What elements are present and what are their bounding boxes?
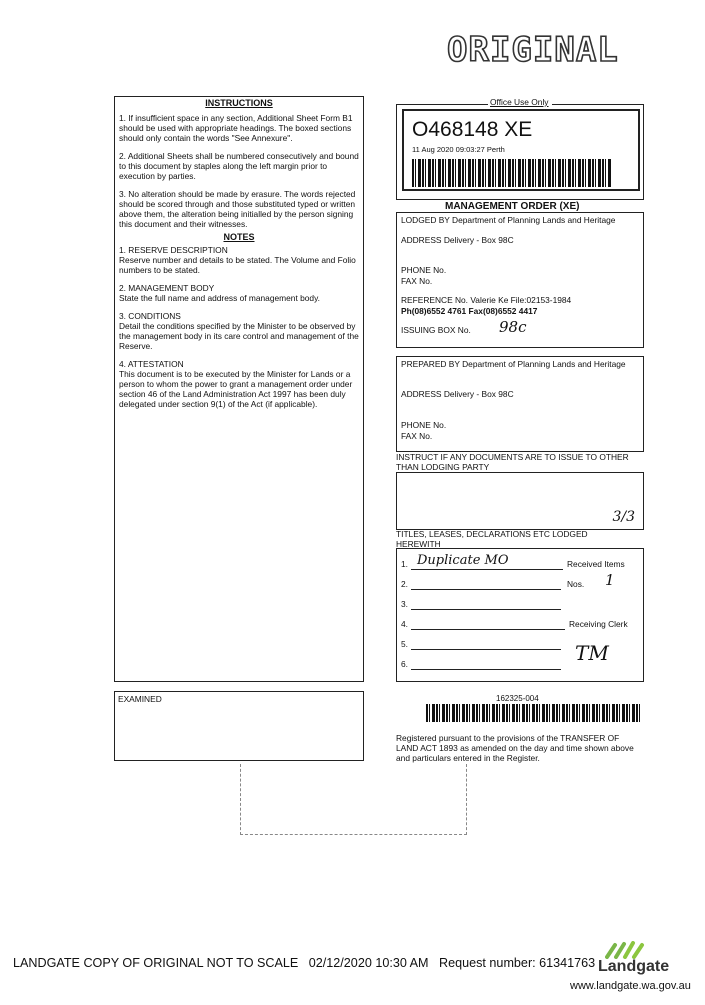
receiving-clerk-label: Receiving Clerk [569, 619, 628, 629]
note-2-heading: 2. MANAGEMENT BODY [119, 283, 215, 293]
examined-label: EXAMINED [118, 694, 162, 704]
title-row-5: 5. [401, 639, 408, 649]
lodged-by-box [396, 212, 644, 348]
footer-text: LANDGATE COPY OF ORIGINAL NOT TO SCALE 02/12/2020 10:30 AM Request number: 61341763 [13, 956, 596, 970]
title-row-3: 3. [401, 599, 408, 609]
titles-box [396, 548, 644, 682]
note-3-heading: 3. CONDITIONS [119, 311, 181, 321]
prepared-address: ADDRESS Delivery - Box 98C [401, 389, 514, 399]
form-title: MANAGEMENT ORDER (XE) [445, 201, 580, 212]
instruction-2: 2. Additional Sheets shall be numbered consecutively and bound to this document by staples along the left margin prior to execution by parties. [119, 151, 359, 181]
title-row-4: 4. [401, 619, 408, 629]
lodged-timestamp: 11 Aug 2020 09:03:27 Perth [412, 145, 505, 154]
landgate-url[interactable]: www.landgate.wa.gov.au [570, 980, 691, 992]
prepared-by: PREPARED BY Department of Planning Lands and Heritage [401, 359, 626, 369]
title-row-1-handwritten: Duplicate MO [417, 553, 509, 568]
nos-handwritten: 1 [605, 571, 615, 589]
instruct-label: INSTRUCT IF ANY DOCUMENTS ARE TO ISSUE TO OTHER THAN LODGING PARTY [396, 452, 629, 472]
lodged-phone-fax: Ph(08)6552 4761 Fax(08)6552 4417 [401, 306, 538, 316]
title-row-1: 1. [401, 559, 408, 569]
instruct-handwritten: 3/3 [612, 509, 635, 525]
document-number: O468148 XE [412, 118, 533, 141]
clerk-initials: TM [575, 641, 609, 665]
note-4-text: This document is to be executed by the Minister for Lands or a person to whom the power to grant a management order under section 46 of the Land Administration Act 1997 has been duly delegated under section 9(1) of the Act (if applicable). [119, 369, 353, 409]
note-1-heading: 1. RESERVE DESCRIPTION [119, 245, 228, 255]
prepared-fax: FAX No. [401, 431, 433, 441]
note-4-heading: 4. ATTESTATION [119, 359, 184, 369]
original-stamp: ORIGINAL [447, 30, 619, 70]
instruct-box [396, 472, 644, 530]
examined-box [114, 691, 364, 761]
bottom-barcode [426, 704, 640, 722]
lodged-reference: REFERENCE No. Valerie Ke File:02153-1984 [401, 295, 572, 305]
instruction-1: 1. If insufficient space in any section, Additional Sheet Form B1 should be used with appropriate headings. The boxed sections should only contain the words "See Annexure". [119, 113, 353, 143]
lodged-fax: FAX No. [401, 276, 433, 286]
nos-label: Nos. [567, 579, 585, 589]
issuing-box-handwritten: 98c [499, 318, 527, 336]
registered-text: Registered pursuant to the provisions of the TRANSFER OF LAND ACT 1893 as amended on the day and time shown above and particulars entered in the Register. [396, 733, 634, 763]
instructions-title: INSTRUCTIONS [205, 98, 273, 108]
prepared-phone: PHONE No. [401, 420, 447, 430]
issuing-box-label: ISSUING BOX No. [401, 325, 471, 335]
prepared-by-box [396, 356, 644, 452]
notes-title: NOTES [223, 232, 255, 242]
note-1-text: Reserve number and details to be stated. The Volume and Folio numbers to be stated. [119, 255, 356, 275]
office-use-box [396, 104, 644, 200]
instructions-panel [114, 96, 364, 682]
lodged-phone: PHONE No. [401, 265, 447, 275]
office-use-label: Office Use Only [490, 97, 549, 107]
barcode-number: 162325-004 [496, 694, 539, 703]
lodged-by: LODGED BY Department of Planning Lands and Heritage [401, 215, 616, 225]
instruction-3: 3. No alteration should be made by erasure. The words rejected should be scored through and those substituted typed or written above them, the alteration being initialled by the person signing this document and their witnesses. [119, 189, 356, 229]
registration-stamp-area [240, 764, 467, 835]
titles-label: TITLES, LEASES, DECLARATIONS ETC LODGED HEREWITH [396, 529, 588, 549]
title-row-6: 6. [401, 659, 408, 669]
barcode-frame [402, 109, 640, 191]
note-2-text: State the full name and address of management body. [119, 293, 320, 303]
note-3-text: Detail the conditions specified by the Minister to be observed by the management body in its care control and management of the Reserve. [119, 321, 359, 351]
landgate-brand: Landgate [598, 958, 670, 975]
received-items-label: Received Items [567, 559, 625, 569]
landgate-logo-icon [605, 941, 651, 959]
lodged-address: ADDRESS Delivery - Box 98C [401, 235, 514, 245]
document-barcode [412, 159, 612, 187]
title-row-2: 2. [401, 579, 408, 589]
